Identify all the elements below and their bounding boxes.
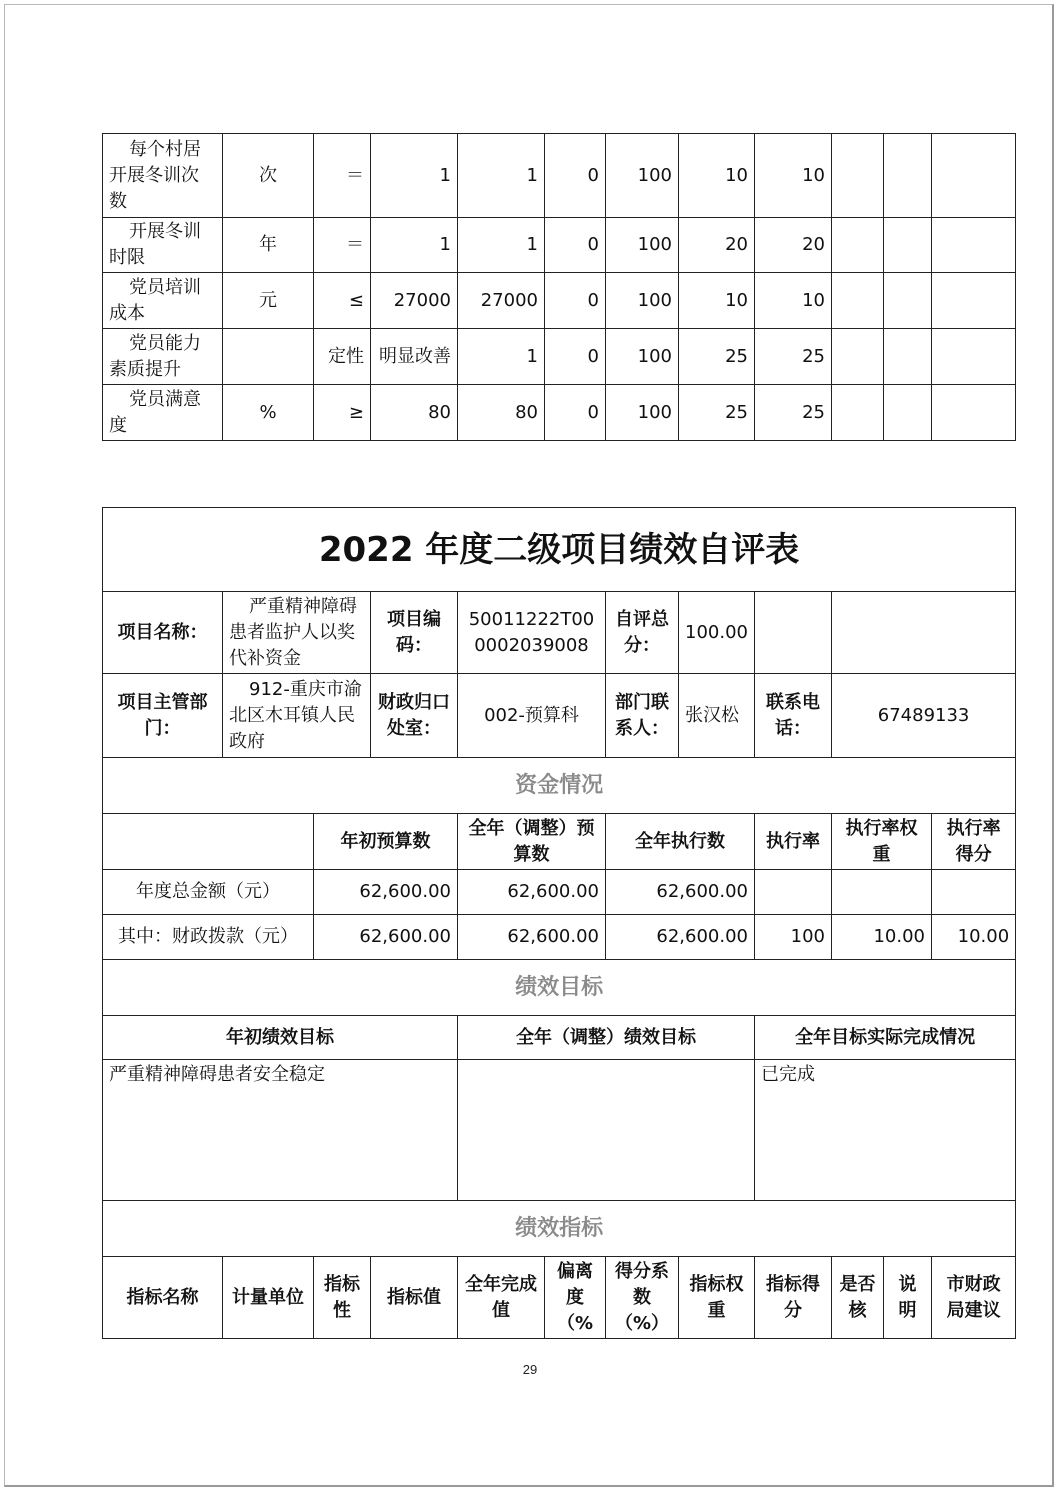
indicator-weight: 10: [679, 273, 755, 329]
indicator-target: 明显改善: [371, 329, 458, 385]
indicator-note: [884, 273, 932, 329]
funds-initial: 62,600.00: [314, 870, 458, 915]
indicator-actual: 1: [458, 329, 545, 385]
indicator-deviation: 0: [545, 273, 606, 329]
contact-label: 部门联系人：: [606, 674, 679, 758]
indicator-header: 是否核: [832, 1257, 884, 1339]
indicator-operator: ≤: [314, 273, 371, 329]
funds-header: 执行率权重: [832, 814, 932, 870]
funds-initial: 62,600.00: [314, 915, 458, 960]
indicator-weight: 10: [679, 134, 755, 218]
indicator-name: 每个村居开展冬训次数: [103, 134, 223, 218]
indicator-deviation: 0: [545, 385, 606, 441]
funds-executed: 62,600.00: [606, 915, 755, 960]
indicator-check: [832, 134, 884, 218]
table-row: [103, 218, 1016, 273]
indicator-suggestion: [932, 134, 1016, 218]
dept-info-row: [103, 674, 1016, 758]
dept-label: 项目主管部门：: [103, 674, 223, 758]
funds-adjusted: 62,600.00: [458, 915, 606, 960]
indicator-weight: 25: [679, 385, 755, 441]
project-info-row: [103, 592, 1016, 674]
indicator-header: 市财政局建议: [932, 1257, 1016, 1339]
indicator-note: [884, 385, 932, 441]
indicator-unit: 年: [223, 218, 314, 273]
indicator-score: 10: [755, 134, 832, 218]
goal-adjusted: [458, 1060, 755, 1201]
goal-completion: 已完成: [755, 1060, 1016, 1201]
dept: 912-重庆市渝北区木耳镇人民政府: [223, 674, 371, 758]
indicator-score-coef: 100: [606, 134, 679, 218]
indicators-section-title: 绩效指标: [103, 1201, 1016, 1257]
funds-header: 全年执行数: [606, 814, 755, 870]
indicator-suggestion: [932, 385, 1016, 441]
funds-rate-weight: 10.00: [832, 915, 932, 960]
indicator-header: 得分系数（%）: [606, 1257, 679, 1339]
empty-cell: [755, 592, 832, 674]
funds-rate-weight: [832, 870, 932, 915]
goals-header: 全年目标实际完成情况: [755, 1016, 1016, 1060]
funds-header: 执行率: [755, 814, 832, 870]
goals-header: 年初绩效目标: [103, 1016, 458, 1060]
table-row: [103, 870, 1016, 915]
indicator-suggestion: [932, 273, 1016, 329]
funds-header: 执行率得分: [932, 814, 1016, 870]
indicator-target: 1: [371, 134, 458, 218]
table-row: [103, 385, 1016, 441]
indicator-operator: ＝: [314, 218, 371, 273]
indicator-deviation: 0: [545, 329, 606, 385]
indicator-header: 全年完成值: [458, 1257, 545, 1339]
indicator-name: 开展冬训时限: [103, 218, 223, 273]
indicator-header: 指标性: [314, 1257, 371, 1339]
indicator-header: 偏离度（%: [545, 1257, 606, 1339]
empty-cell: [103, 814, 314, 870]
funds-header-row: [103, 814, 1016, 870]
indicator-score-coef: 100: [606, 329, 679, 385]
indicator-header: 说明: [884, 1257, 932, 1339]
indicator-note: [884, 218, 932, 273]
funds-rate-score: 10.00: [932, 915, 1016, 960]
indicator-continuation-table: [102, 133, 1016, 441]
goal-initial: 严重精神障碍患者安全稳定: [103, 1060, 458, 1201]
indicator-target: 1: [371, 218, 458, 273]
funds-section-row: [103, 758, 1016, 814]
form-title: 2022 年度二级项目绩效自评表: [103, 508, 1016, 592]
indicator-header-row: [103, 1257, 1016, 1339]
indicator-deviation: 0: [545, 218, 606, 273]
funds-header: 年初预算数: [314, 814, 458, 870]
goals-header: 全年（调整）绩效目标: [458, 1016, 755, 1060]
indicator-suggestion: [932, 329, 1016, 385]
funds-rate-score: [932, 870, 1016, 915]
indicator-check: [832, 385, 884, 441]
indicator-check: [832, 329, 884, 385]
finance-office: 002-预算科: [458, 674, 606, 758]
table-row: [103, 134, 1016, 218]
indicator-actual: 1: [458, 134, 545, 218]
funds-header: 全年（调整）预算数: [458, 814, 606, 870]
indicator-operator: ≥: [314, 385, 371, 441]
indicator-score: 10: [755, 273, 832, 329]
indicator-unit: 次: [223, 134, 314, 218]
indicator-operator: ＝: [314, 134, 371, 218]
funds-section-title: 资金情况: [103, 758, 1016, 814]
indicator-actual: 80: [458, 385, 545, 441]
goals-section-title: 绩效目标: [103, 960, 1016, 1016]
indicator-name: 党员能力素质提升: [103, 329, 223, 385]
empty-cell: [832, 592, 1016, 674]
funds-rate: 100: [755, 915, 832, 960]
funds-row-label: 其中：财政拨款（元）: [103, 915, 314, 960]
indicator-header: 指标名称: [103, 1257, 223, 1339]
contact: 张汉松: [679, 674, 755, 758]
funds-executed: 62,600.00: [606, 870, 755, 915]
finance-office-label: 财政归口处室：: [371, 674, 458, 758]
table-row: [103, 329, 1016, 385]
indicators-section-row: [103, 1201, 1016, 1257]
indicator-target: 80: [371, 385, 458, 441]
indicator-score: 25: [755, 329, 832, 385]
self-evaluation-form: [102, 507, 1016, 1339]
indicator-weight: 20: [679, 218, 755, 273]
indicator-note: [884, 134, 932, 218]
indicator-header: 指标得分: [755, 1257, 832, 1339]
indicator-score-coef: 100: [606, 218, 679, 273]
self-score: 100.00: [679, 592, 755, 674]
indicator-target: 27000: [371, 273, 458, 329]
indicator-unit: 元: [223, 273, 314, 329]
indicator-name: 党员满意度: [103, 385, 223, 441]
indicator-header: 指标权重: [679, 1257, 755, 1339]
phone: 67489133: [832, 674, 1016, 758]
indicator-score-coef: 100: [606, 385, 679, 441]
indicator-operator: 定性: [314, 329, 371, 385]
indicator-note: [884, 329, 932, 385]
form-title-row: [103, 508, 1016, 592]
page-number: 29: [522, 1362, 538, 1377]
indicator-actual: 1: [458, 218, 545, 273]
indicator-unit: %: [223, 385, 314, 441]
funds-rate: [755, 870, 832, 915]
project-name-label: 项目名称：: [103, 592, 223, 674]
indicator-weight: 25: [679, 329, 755, 385]
indicator-deviation: 0: [545, 134, 606, 218]
indicator-score: 20: [755, 218, 832, 273]
project-code-label: 项目编码：: [371, 592, 458, 674]
table-row: [103, 915, 1016, 960]
indicator-check: [832, 218, 884, 273]
goals-section-row: [103, 960, 1016, 1016]
phone-label: 联系电话：: [755, 674, 832, 758]
project-name: 严重精神障碍患者监护人以奖代补资金: [223, 592, 371, 674]
funds-row-label: 年度总金额（元）: [103, 870, 314, 915]
indicator-header: 计量单位: [223, 1257, 314, 1339]
indicator-score: 25: [755, 385, 832, 441]
indicator-check: [832, 273, 884, 329]
indicator-unit: [223, 329, 314, 385]
indicator-name: 党员培训成本: [103, 273, 223, 329]
indicator-score-coef: 100: [606, 273, 679, 329]
indicator-actual: 27000: [458, 273, 545, 329]
funds-adjusted: 62,600.00: [458, 870, 606, 915]
self-score-label: 自评总分：: [606, 592, 679, 674]
project-code: 50011222T000002039008: [458, 592, 606, 674]
goals-header-row: [103, 1016, 1016, 1060]
goals-value-row: [103, 1060, 1016, 1201]
table-row: [103, 273, 1016, 329]
indicator-header: 指标值: [371, 1257, 458, 1339]
indicator-suggestion: [932, 218, 1016, 273]
